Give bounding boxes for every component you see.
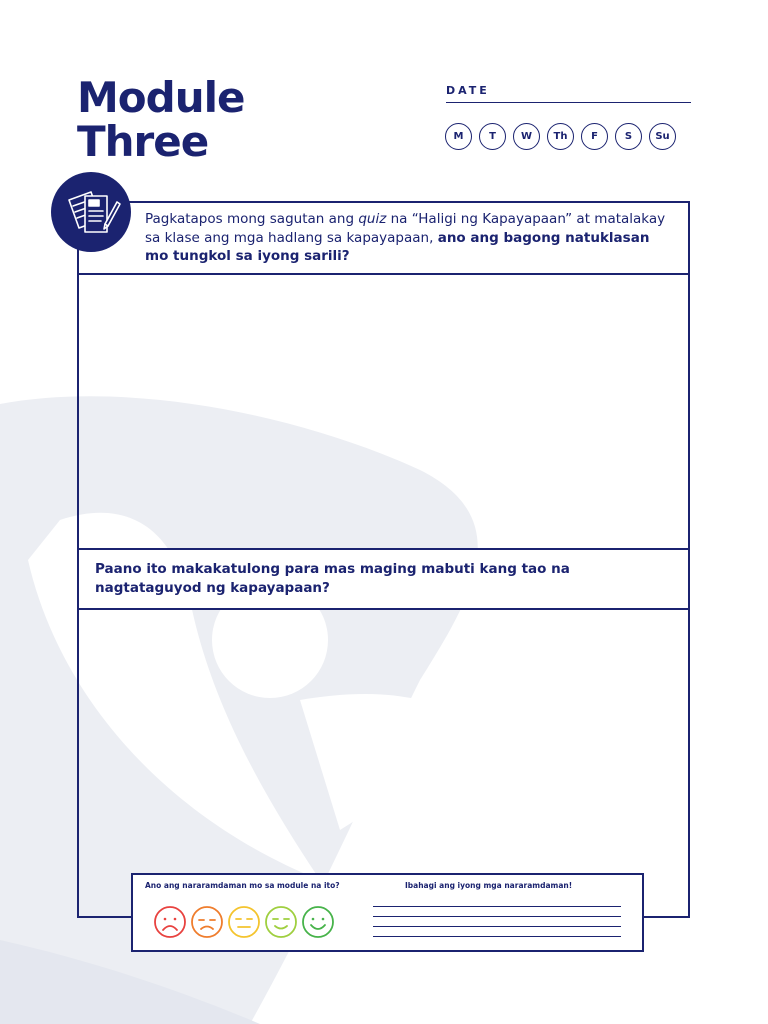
writing-line[interactable] <box>373 936 621 937</box>
answer-2-area[interactable] <box>77 608 690 918</box>
day-circle-friday[interactable]: F <box>581 123 608 150</box>
feelings-share-prompt: Ibahagi ang iyong mga nararamdaman! <box>405 881 573 890</box>
feelings-writing-lines[interactable] <box>373 906 621 946</box>
title-line-2: Three <box>77 117 209 166</box>
writing-line[interactable] <box>373 916 621 917</box>
very-sad-face-icon[interactable] <box>153 905 187 939</box>
mood-scale <box>153 905 335 939</box>
question-1-part-2: na “Haligi ng Kapayapaan” at matalakay sa klase ang mga hadlang sa kapayapaan, <box>145 211 666 246</box>
day-circle-sunday[interactable]: Su <box>649 123 676 150</box>
question-1-emphasis: ano ang bagong natuklasan mo tungkol sa iyong sarili? <box>145 229 650 264</box>
notes-pen-icon <box>51 172 131 252</box>
question-1-text <box>145 210 675 266</box>
feelings-question: Ano ang nararamdaman mo sa module na ito? <box>145 881 340 890</box>
writing-line[interactable] <box>373 926 621 927</box>
day-circle-wednesday[interactable]: W <box>513 123 540 150</box>
happy-face-icon[interactable] <box>264 905 298 939</box>
day-circle-thursday[interactable]: Th <box>547 123 574 150</box>
neutral-face-icon[interactable] <box>227 905 261 939</box>
date-input-line[interactable] <box>446 102 691 103</box>
question-1-italic: quiz <box>358 211 387 227</box>
sad-face-icon[interactable] <box>190 905 224 939</box>
question-2-text: Paano ito makakatulong para mas maging mabuti kang tao na nagtataguyod ng kapayapaan? <box>95 561 570 596</box>
day-circle-tuesday[interactable]: T <box>479 123 506 150</box>
day-circle-saturday[interactable]: S <box>615 123 642 150</box>
day-circle-monday[interactable]: M <box>445 123 472 150</box>
writing-line[interactable] <box>373 906 621 907</box>
question-1-part-1: Pagkatapos mong sagutan ang <box>145 211 359 227</box>
module-title <box>77 73 245 166</box>
title-line-1: Module <box>77 73 245 122</box>
day-selector <box>445 123 676 150</box>
date-label: DATE <box>446 84 490 97</box>
question-2-box <box>77 548 690 610</box>
very-happy-face-icon[interactable] <box>301 905 335 939</box>
question-1-box <box>77 201 690 275</box>
answer-1-area[interactable] <box>77 273 690 550</box>
feelings-box <box>131 873 644 952</box>
